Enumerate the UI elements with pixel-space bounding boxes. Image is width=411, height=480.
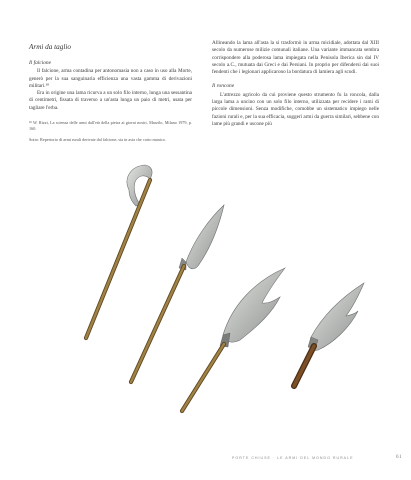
falchion-blade [186,205,224,269]
page-number: 61 [396,455,402,460]
roncone-blade [223,268,285,342]
paragraph-falcione-1: Il falcione, arma contadina per antonomasia non a caso in uso alla Morte, generò per la sua sanguinaria efficienza una vasta gamma di derivazioni militari.¹⁸ [29,68,192,89]
footnote: ¹⁸ W. Rizzi, La scienza delle armi dall'età della pietra ai giorni nostri, Marzilo, Milano 1979, p. 160. [29,120,192,131]
paragraph-right-1: Allineando la lama all'asta la si trasformò in arma micidiale, adottata dal XIII secolo da numerose milizie comunali italiane. Una variante immancata sembra corrispondere alla poderosa lama impiegata nella Penisola Iberica sin dal IV secolo a.C., mutuata dai Greci e dai Persiani. In proprio per difendersi dai suoi fendenti che i legionari applicarono la bordatura di lamiera agli scudi. [212,40,379,76]
figure-caption: Sotto: Repertorio di armi rurali derivate dal falcione, sia in asta che corto manico. [29,137,166,143]
falchion-weapon [131,205,224,382]
falcione-weapon [86,165,152,338]
paragraph-falcione-2: Era in origine una lama ricurva a un solo filo interno, lunga una sessantina di centimetri, fissata di traverso a un'asta lunga un paio di metri, usata per tagliare l'erba. [29,90,192,111]
roncone-weapon [182,268,285,411]
running-head: PORTE CHIUSE · LE ARMI DEL MONDO RURALE [232,456,354,460]
subsection-title-roncone: Il roncone [212,83,235,90]
section-title: Armi da taglio [29,43,71,51]
billhook-blade [310,283,364,350]
subsection-title-falcione: Il falcione [29,60,52,66]
billhook-weapon [294,283,364,386]
paragraph-roncone: L'attrezzo agricolo da cui proviene questo strumento fu la roncola, dalla larga lama a uncino con un solo filo interno, utilizzata per recidere i rami di piccole dimensioni. Senza modifiche, comobbe un sistematico impiego nelle fazioni rurali e, per la sua efficacia, suggerì armi da guerra similari, sebbene con lame più grandi e uscone più [212,91,379,127]
